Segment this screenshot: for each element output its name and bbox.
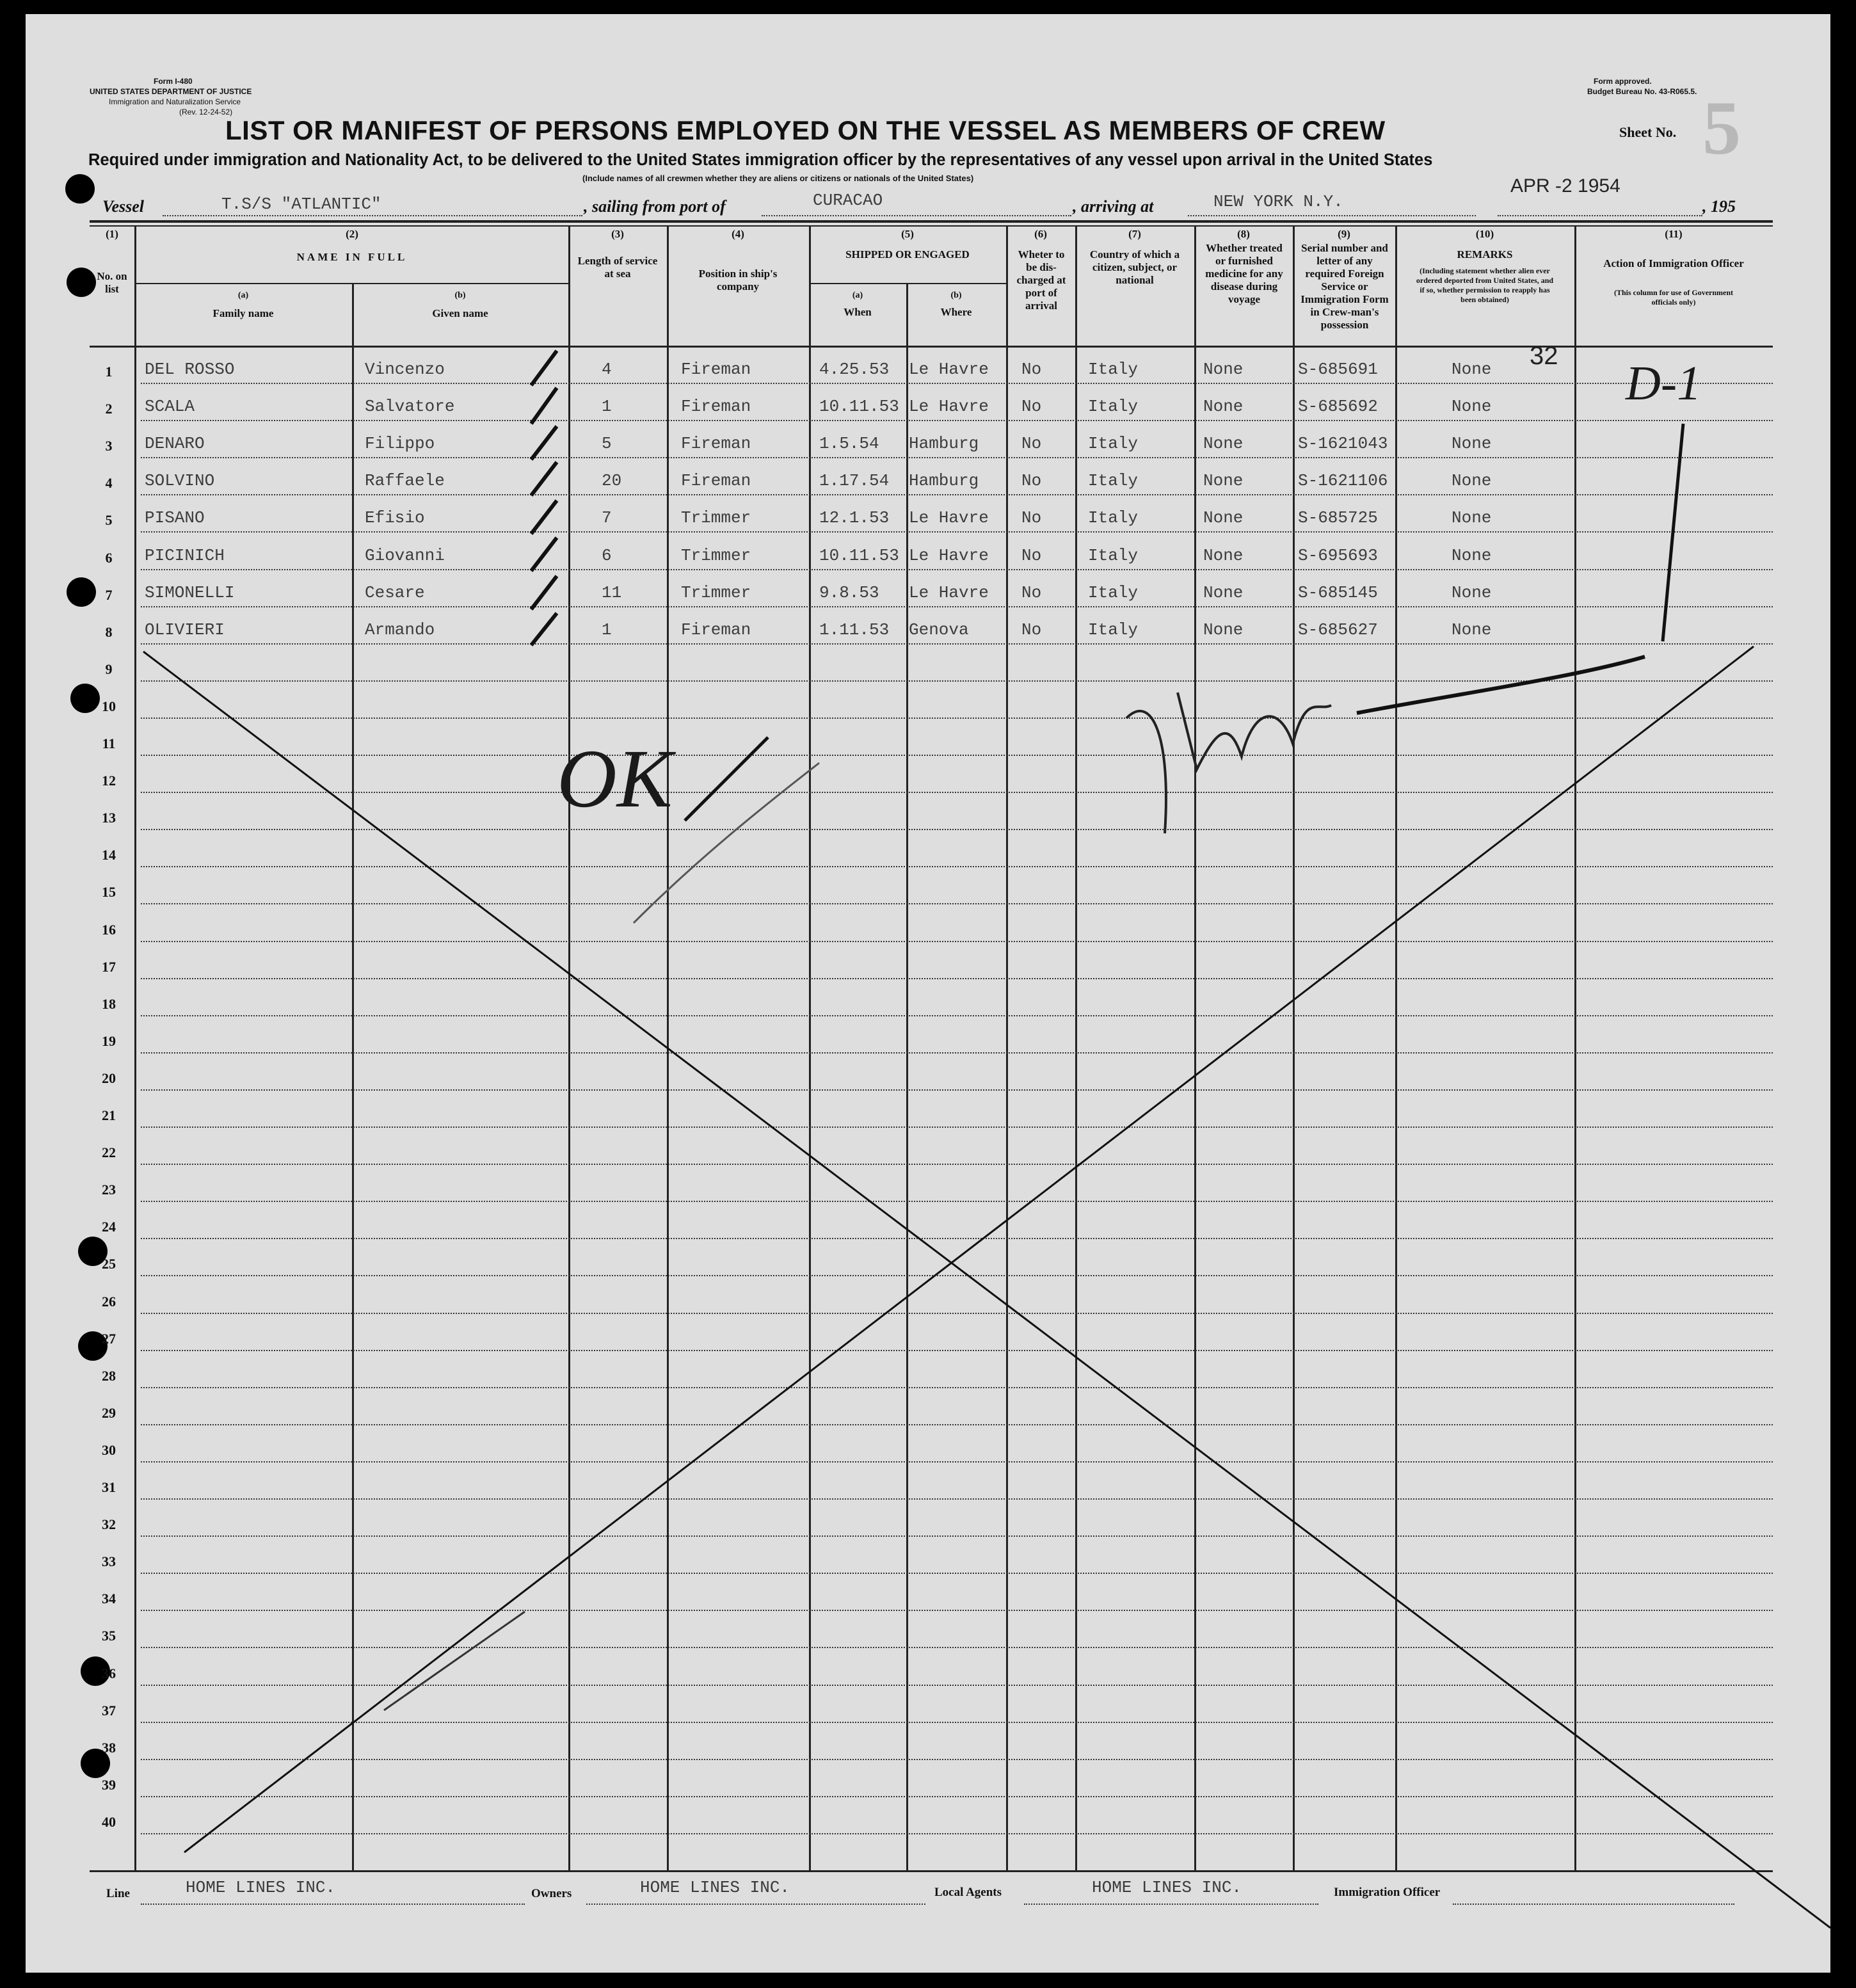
row-number: 34 xyxy=(102,1591,116,1607)
serial-number-cell: S-685691 xyxy=(1298,360,1378,379)
header-name-in-full: NAME IN FULL xyxy=(296,251,408,263)
row-number: 6 xyxy=(105,549,113,566)
serial-number-cell: S-685692 xyxy=(1298,397,1378,417)
ok-mark: OK xyxy=(557,733,673,825)
given-name-cell: Vincenzo xyxy=(365,360,445,379)
serial-number-cell: S-685627 xyxy=(1298,620,1378,639)
column-number: (4) xyxy=(732,228,744,240)
arrival-port: NEW YORK N.Y. xyxy=(1213,192,1343,211)
vertical-pen-stroke xyxy=(1663,424,1683,641)
serial-number-cell: S-1621043 xyxy=(1298,434,1388,454)
row-number: 23 xyxy=(102,1182,116,1198)
header-discharged: Wheter to be dis-charged at port of arrival xyxy=(1016,248,1066,312)
row-number: 39 xyxy=(102,1776,116,1793)
discharge-cell: No xyxy=(1021,471,1042,491)
header-where-sub: (b) xyxy=(950,291,962,300)
row-number: 30 xyxy=(102,1441,116,1458)
cross-out-marks xyxy=(26,14,1830,1973)
medicine-cell: None xyxy=(1203,582,1244,602)
row-number: 17 xyxy=(102,958,116,975)
given-name-cell: Filippo xyxy=(365,434,435,454)
remarks-cell: None xyxy=(1452,360,1492,379)
discharge-cell: No xyxy=(1021,620,1042,639)
cross-line xyxy=(143,652,1830,1928)
shipped-where-cell: Le Havre xyxy=(909,545,989,565)
owners-company: HOME LINES INC. xyxy=(640,1878,790,1897)
given-name-cell: Efisio xyxy=(365,508,425,528)
serial-number-cell: S-685145 xyxy=(1298,582,1378,602)
officer-action-mark: D-1 xyxy=(1626,357,1702,410)
family-name-cell: DEL ROSSO xyxy=(145,360,235,379)
service-name: Immigration and Naturalization Service xyxy=(109,97,241,106)
row-number: 11 xyxy=(102,735,116,751)
immigration-officer-label: Immigration Officer xyxy=(1334,1886,1441,1899)
departure-port: CURACAO xyxy=(813,191,883,210)
given-name-cell: Giovanni xyxy=(365,545,445,565)
approval-line: Form approved. xyxy=(1594,77,1652,86)
shipped-when-cell: 1.17.54 xyxy=(819,471,890,491)
header-family-sub: (a) xyxy=(237,291,249,300)
row-number: 8 xyxy=(105,623,113,640)
arriving-at-label: , arriving at xyxy=(1073,197,1154,216)
row-number: 19 xyxy=(102,1032,116,1049)
shipped-when-cell: 9.8.53 xyxy=(819,582,879,602)
discharge-cell: No xyxy=(1021,508,1042,528)
horizontal-pen-stroke xyxy=(1357,657,1645,713)
shipped-when-cell: 1.5.54 xyxy=(819,434,879,454)
length-of-service-cell: 6 xyxy=(602,545,612,565)
header-action: Action of Immigration Officer xyxy=(1603,257,1744,269)
country-cell: Italy xyxy=(1088,471,1139,491)
shipped-where-cell: Le Havre xyxy=(909,508,989,528)
shipped-where-cell: Hamburg xyxy=(909,434,979,454)
length-of-service-cell: 7 xyxy=(602,508,612,528)
family-name-cell: PICINICH xyxy=(145,545,225,565)
length-of-service-cell: 4 xyxy=(602,360,612,379)
row-number: 14 xyxy=(102,847,116,863)
row-number: 37 xyxy=(102,1702,116,1719)
sailing-from-label: , sailing from port of xyxy=(584,197,726,216)
length-of-service-cell: 20 xyxy=(602,471,622,491)
year-label: , 195 xyxy=(1702,197,1736,216)
remarks-cell: None xyxy=(1452,434,1492,454)
shipped-where-cell: Genova xyxy=(909,620,969,639)
row-number: 31 xyxy=(102,1479,116,1495)
row-number: 5 xyxy=(105,512,113,529)
family-name-cell: SIMONELLI xyxy=(145,582,235,602)
column-number: (2) xyxy=(346,228,358,240)
officer-fill xyxy=(1453,1904,1734,1905)
header-length-service: Length of service at sea xyxy=(577,255,658,280)
agents-fill xyxy=(1024,1904,1318,1905)
serial-number-cell: S-1621106 xyxy=(1298,471,1388,491)
position-cell: Fireman xyxy=(681,471,751,491)
form-note: (Include names of all crewmen whether they are aliens or citizens or nationals of the United States) xyxy=(582,173,974,183)
length-of-service-cell: 1 xyxy=(602,397,612,417)
medicine-cell: None xyxy=(1203,620,1244,639)
row-number: 40 xyxy=(102,1813,116,1830)
length-of-service-cell: 1 xyxy=(602,620,612,639)
discharge-cell: No xyxy=(1021,545,1042,565)
header-shipped-engaged: SHIPPED OR ENGAGED xyxy=(845,248,970,261)
medicine-cell: None xyxy=(1203,471,1244,491)
length-of-service-cell: 5 xyxy=(602,434,612,454)
medicine-cell: None xyxy=(1203,397,1244,417)
position-cell: Fireman xyxy=(681,397,751,417)
column-number: (3) xyxy=(611,228,624,240)
vessel-label: Vessel xyxy=(102,197,144,216)
given-name-cell: Salvatore xyxy=(365,397,455,417)
position-cell: Fireman xyxy=(681,434,751,454)
date-stamp: APR -2 1954 xyxy=(1510,175,1620,196)
header-country: Country of which a citizen, subject, or national xyxy=(1089,248,1180,286)
header-remarks: REMARKS xyxy=(1457,248,1513,261)
row-number: 21 xyxy=(102,1107,116,1123)
column-number: (1) xyxy=(106,228,118,240)
ok-tail-stroke xyxy=(634,763,819,923)
header-serial: Serial number and letter of any required Foreign Service or Immigration Form in Crew-man's possession xyxy=(1300,242,1389,331)
discharge-cell: No xyxy=(1021,582,1042,602)
header-remarks-note: (Including statement whether alien ever ordered deported from United States, and if so, whether permission to reapply has been obtained) xyxy=(1416,266,1554,304)
length-of-service-cell: 11 xyxy=(602,582,622,602)
row-number: 24 xyxy=(102,1219,116,1235)
row-number: 22 xyxy=(102,1144,116,1161)
shipped-where-cell: Hamburg xyxy=(909,471,979,491)
family-name-cell: SCALA xyxy=(145,397,195,417)
header-no-on-list: No. on list xyxy=(97,270,127,295)
column-number: (9) xyxy=(1338,228,1350,240)
header-when: When xyxy=(844,306,872,318)
given-name-cell: Raffaele xyxy=(365,471,445,491)
column-number: (5) xyxy=(901,228,914,240)
given-name-cell: Armando xyxy=(365,620,435,639)
row-number: 16 xyxy=(102,921,116,938)
local-agents-company: HOME LINES INC. xyxy=(1092,1878,1242,1897)
family-name-cell: SOLVINO xyxy=(145,471,215,491)
row-number: 9 xyxy=(105,661,113,677)
remarks-cell: None xyxy=(1452,620,1492,639)
remarks-cell: None xyxy=(1452,471,1492,491)
form-revision: (Rev. 12-24-52) xyxy=(179,108,233,116)
serial-number-cell: S-685725 xyxy=(1298,508,1378,528)
shipped-when-cell: 10.11.53 xyxy=(819,545,899,565)
row-number: 36 xyxy=(102,1665,116,1681)
position-cell: Fireman xyxy=(681,620,751,639)
country-cell: Italy xyxy=(1088,360,1139,379)
given-name-cell: Cesare xyxy=(365,582,425,602)
shipped-when-cell: 1.11.53 xyxy=(819,620,890,639)
short-pen-stroke xyxy=(384,1612,525,1710)
medicine-cell: None xyxy=(1203,434,1244,454)
remarks-cell: None xyxy=(1452,582,1492,602)
shipped-where-cell: Le Havre xyxy=(909,397,989,417)
manifest-sheet xyxy=(26,14,1830,1973)
cross-line xyxy=(184,646,1754,1852)
owners-fill xyxy=(586,1904,925,1905)
shipped-when-cell: 10.11.53 xyxy=(819,397,899,417)
budget-bureau-number: Budget Bureau No. 43-R065.5. xyxy=(1587,87,1697,96)
country-cell: Italy xyxy=(1088,545,1139,565)
position-cell: Fireman xyxy=(681,360,751,379)
header-given-name: Given name xyxy=(432,307,488,319)
discharge-cell: No xyxy=(1021,397,1042,417)
header-position: Position in ship's company xyxy=(698,268,778,293)
row-number: 2 xyxy=(105,401,113,417)
header-when-sub: (a) xyxy=(852,291,863,300)
medicine-cell: None xyxy=(1203,508,1244,528)
line-fill xyxy=(141,1904,525,1905)
row-number: 18 xyxy=(102,995,116,1012)
shipped-where-cell: Le Havre xyxy=(909,360,989,379)
row-number: 33 xyxy=(102,1553,116,1570)
row-number: 28 xyxy=(102,1367,116,1384)
position-cell: Trimmer xyxy=(681,508,751,528)
row-number: 4 xyxy=(105,475,113,492)
row-number: 25 xyxy=(102,1256,116,1272)
medicine-cell: None xyxy=(1203,545,1244,565)
row-number: 27 xyxy=(102,1330,116,1347)
header-given-sub: (b) xyxy=(454,291,466,300)
remarks-cell: None xyxy=(1452,397,1492,417)
header-family-name: Family name xyxy=(212,307,274,319)
country-cell: Italy xyxy=(1088,397,1139,417)
position-cell: Trimmer xyxy=(681,582,751,602)
row-number: 26 xyxy=(102,1293,116,1310)
row-number: 7 xyxy=(105,586,113,603)
ok-slash-stroke xyxy=(685,737,768,821)
form-number: Form I-480 xyxy=(154,77,193,86)
column-number: (10) xyxy=(1475,228,1494,240)
discharge-cell: No xyxy=(1021,434,1042,454)
shipped-when-cell: 4.25.53 xyxy=(819,360,890,379)
local-agents-label: Local Agents xyxy=(934,1886,1002,1899)
row-number: 29 xyxy=(102,1404,116,1421)
header-action-note: (This column for use of Government officials only) xyxy=(1613,288,1734,307)
country-cell: Italy xyxy=(1088,620,1139,639)
remarks-cell: None xyxy=(1452,545,1492,565)
sheet-number: 5 xyxy=(1702,85,1741,170)
family-name-cell: DENARO xyxy=(145,434,205,454)
row-number: 3 xyxy=(105,438,113,454)
form-subtitle: Required under immigration and Nationality Act, to be delivered to the United States immigration officer by the representatives of any vessel upon arrival in the United States xyxy=(88,151,1433,169)
row-number: 20 xyxy=(102,1070,116,1086)
department-name: UNITED STATES DEPARTMENT OF JUSTICE xyxy=(90,87,252,96)
line-label: Line xyxy=(106,1887,130,1900)
row-number: 10 xyxy=(102,698,116,714)
column-number: (11) xyxy=(1665,228,1683,240)
signature-scrawl xyxy=(1126,693,1331,833)
family-name-cell: OLIVIERI xyxy=(145,620,225,639)
country-cell: Italy xyxy=(1088,508,1139,528)
family-name-cell: PISANO xyxy=(145,508,205,528)
row-number: 13 xyxy=(102,810,116,826)
row-number: 15 xyxy=(102,884,116,901)
shipped-when-cell: 12.1.53 xyxy=(819,508,890,528)
line-company: HOME LINES INC. xyxy=(186,1878,336,1897)
medicine-cell: None xyxy=(1203,360,1244,379)
column-number: (7) xyxy=(1128,228,1141,240)
discharge-cell: No xyxy=(1021,360,1042,379)
row-number: 32 xyxy=(102,1516,116,1533)
column-number: (8) xyxy=(1237,228,1250,240)
header-where: Where xyxy=(940,306,972,318)
shipped-where-cell: Le Havre xyxy=(909,582,989,602)
row-number: 35 xyxy=(102,1628,116,1644)
sheet-number-label: Sheet No. xyxy=(1619,124,1677,140)
remarks-cell: None xyxy=(1452,508,1492,528)
serial-number-cell: S-695693 xyxy=(1298,545,1378,565)
row-number: 1 xyxy=(105,364,113,380)
column-number: (6) xyxy=(1034,228,1047,240)
remarks-count: 32 xyxy=(1530,342,1558,370)
header-medicine: Whether treated or furnished medicine for any disease during voyage xyxy=(1205,242,1283,305)
owners-label: Owners xyxy=(531,1887,572,1900)
country-cell: Italy xyxy=(1088,582,1139,602)
tick-marks xyxy=(531,351,557,645)
position-cell: Trimmer xyxy=(681,545,751,565)
row-number: 12 xyxy=(102,773,116,789)
country-cell: Italy xyxy=(1088,434,1139,454)
page-title: LIST OR MANIFEST OF PERSONS EMPLOYED ON THE VESSEL AS MEMBERS OF CREW xyxy=(225,115,1386,145)
vessel-name: T.S/S "ATLANTIC" xyxy=(221,195,381,214)
row-number: 38 xyxy=(102,1739,116,1756)
